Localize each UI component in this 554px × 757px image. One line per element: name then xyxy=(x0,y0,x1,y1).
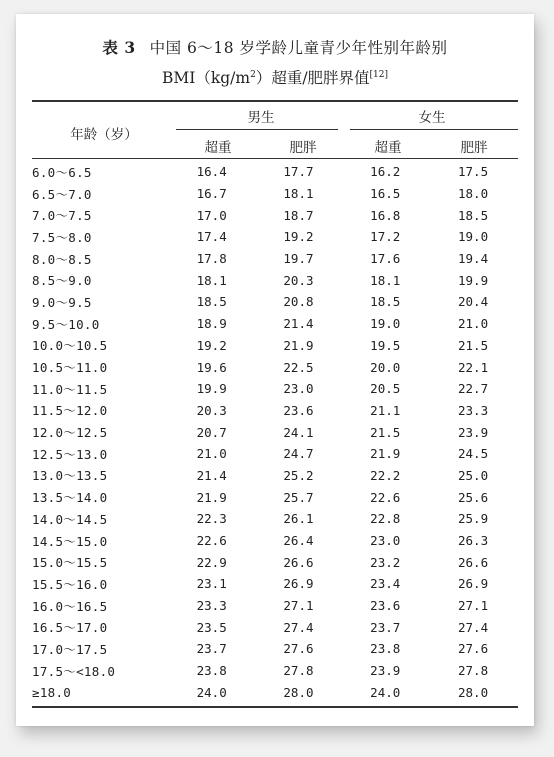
table-body xyxy=(32,161,518,703)
male-obese-cell: 20.3 xyxy=(283,272,314,288)
male-overweight-cell: 22.3 xyxy=(196,511,227,527)
age-cell: ≥18.0 xyxy=(32,684,72,700)
age-cell: 17.5～<18.0 xyxy=(32,663,116,679)
male-overweight-cell: 21.0 xyxy=(196,446,227,462)
table-row xyxy=(32,638,518,660)
header-male: 男生 xyxy=(247,110,275,126)
header-male-obese: 肥胖 xyxy=(289,140,317,156)
table-number: 表 3 xyxy=(102,38,136,57)
header-male-overweight: 超重 xyxy=(204,140,232,156)
table-row xyxy=(32,161,518,183)
male-obese-cell: 18.1 xyxy=(283,186,314,202)
table-row xyxy=(32,443,518,465)
table-row xyxy=(32,530,518,552)
female-overweight-cell: 22.8 xyxy=(370,511,401,527)
table-row xyxy=(32,660,518,682)
header-bottom-rule xyxy=(32,158,518,159)
male-overweight-cell: 21.4 xyxy=(196,467,227,483)
male-overweight-cell: 19.9 xyxy=(196,381,227,397)
male-obese-cell: 23.6 xyxy=(283,402,314,418)
header-female-obese: 肥胖 xyxy=(460,140,488,156)
female-overweight-cell: 18.1 xyxy=(370,272,401,288)
male-obese-cell: 26.1 xyxy=(283,511,314,527)
female-obese-cell: 23.9 xyxy=(458,424,489,440)
bottom-rule xyxy=(32,706,518,708)
male-overweight-cell: 16.7 xyxy=(196,186,227,202)
female-obese-cell: 24.5 xyxy=(458,446,489,462)
age-cell: 13.5～14.0 xyxy=(32,490,108,506)
male-obese-cell: 24.1 xyxy=(283,424,314,440)
male-overweight-cell: 23.5 xyxy=(196,619,227,635)
female-obese-cell: 17.5 xyxy=(458,164,489,180)
age-cell: 12.5～13.0 xyxy=(32,446,108,462)
age-cell: 15.5～16.0 xyxy=(32,576,108,592)
male-obese-cell: 24.7 xyxy=(283,446,314,462)
male-obese-cell: 21.9 xyxy=(283,337,314,353)
female-overweight-cell: 21.5 xyxy=(370,424,401,440)
female-overweight-cell: 19.5 xyxy=(370,337,401,353)
table-row xyxy=(32,551,518,573)
age-cell: 14.0～14.5 xyxy=(32,511,108,527)
top-rule xyxy=(32,100,518,102)
female-overweight-cell: 23.2 xyxy=(370,554,401,570)
female-overweight-cell: 17.2 xyxy=(370,229,401,245)
female-overweight-cell: 17.6 xyxy=(370,251,401,267)
male-obese-cell: 20.8 xyxy=(283,294,314,310)
male-overweight-cell: 18.1 xyxy=(196,272,227,288)
table-title xyxy=(16,36,534,58)
age-cell: 8.0～8.5 xyxy=(32,251,92,267)
header-age: 年龄（岁） xyxy=(70,127,138,143)
table-row xyxy=(32,183,518,205)
male-obese-cell: 23.0 xyxy=(283,381,314,397)
male-overweight-cell: 20.3 xyxy=(196,402,227,418)
female-obese-cell: 25.6 xyxy=(458,489,489,505)
table-row xyxy=(32,269,518,291)
header-female-overweight: 超重 xyxy=(374,140,402,156)
male-overweight-cell: 19.6 xyxy=(196,359,227,375)
age-cell: 13.0～13.5 xyxy=(32,468,108,484)
age-cell: 14.5～15.0 xyxy=(32,533,108,549)
female-overweight-cell: 20.5 xyxy=(370,381,401,397)
age-cell: 17.0～17.5 xyxy=(32,641,108,657)
reference-marker: [12] xyxy=(369,70,389,80)
female-overweight-cell: 22.2 xyxy=(370,467,401,483)
female-obese-cell: 27.1 xyxy=(458,598,489,614)
table-row xyxy=(32,226,518,248)
male-obese-cell: 26.4 xyxy=(283,533,314,549)
title-superscript: 2 xyxy=(250,70,256,80)
female-obese-cell: 22.1 xyxy=(458,359,489,375)
table-row xyxy=(32,421,518,443)
female-overweight-cell: 23.9 xyxy=(370,663,401,679)
female-overweight-cell: 16.5 xyxy=(370,186,401,202)
male-overweight-cell: 18.5 xyxy=(196,294,227,310)
table-row xyxy=(32,313,518,335)
male-obese-cell: 19.2 xyxy=(283,229,314,245)
female-overweight-cell: 18.5 xyxy=(370,294,401,310)
female-overweight-cell: 21.1 xyxy=(370,402,401,418)
male-overweight-cell: 16.4 xyxy=(196,164,227,180)
male-overweight-cell: 18.9 xyxy=(196,316,227,332)
male-overweight-cell: 17.0 xyxy=(196,207,227,223)
age-cell: 10.0～10.5 xyxy=(32,338,108,354)
age-cell: 6.0～6.5 xyxy=(32,164,92,180)
female-obese-cell: 19.4 xyxy=(458,251,489,267)
male-obese-cell: 27.6 xyxy=(283,641,314,657)
female-overweight-cell: 23.7 xyxy=(370,619,401,635)
title-line-1: 中国 6～18 岁学龄儿童青少年性别年龄别 xyxy=(149,39,448,57)
age-cell: 10.5～11.0 xyxy=(32,360,108,376)
male-obese-cell: 28.0 xyxy=(283,684,314,700)
female-obese-cell: 25.0 xyxy=(458,467,489,483)
male-overweight-cell: 23.1 xyxy=(196,576,227,592)
male-obese-cell: 25.7 xyxy=(283,489,314,505)
female-obese-cell: 21.0 xyxy=(458,316,489,332)
male-overweight-cell: 23.7 xyxy=(196,641,227,657)
male-overweight-cell: 20.7 xyxy=(196,424,227,440)
female-obese-cell: 26.3 xyxy=(458,533,489,549)
table-row xyxy=(32,291,518,313)
male-overweight-cell: 23.8 xyxy=(196,663,227,679)
female-overweight-cell: 23.8 xyxy=(370,641,401,657)
female-overweight-cell: 22.6 xyxy=(370,489,401,505)
table-row xyxy=(32,378,518,400)
age-cell: 16.5～17.0 xyxy=(32,620,108,636)
male-obese-cell: 25.2 xyxy=(283,467,314,483)
table-subtitle xyxy=(16,66,534,88)
male-obese-cell: 27.4 xyxy=(283,619,314,635)
table-row xyxy=(32,595,518,617)
male-overweight-cell: 23.3 xyxy=(196,598,227,614)
male-overweight-cell: 17.4 xyxy=(196,229,227,245)
age-cell: 7.5～8.0 xyxy=(32,229,92,245)
male-overweight-cell: 22.6 xyxy=(196,533,227,549)
female-obese-cell: 23.3 xyxy=(458,402,489,418)
male-obese-cell: 26.9 xyxy=(283,576,314,592)
table-row xyxy=(32,335,518,357)
age-cell: 9.5～10.0 xyxy=(32,316,100,332)
female-obese-cell: 27.4 xyxy=(458,619,489,635)
male-obese-cell: 22.5 xyxy=(283,359,314,375)
female-overweight-cell: 19.0 xyxy=(370,316,401,332)
male-obese-cell: 27.8 xyxy=(283,663,314,679)
age-cell: 7.0～7.5 xyxy=(32,208,92,224)
female-obese-cell: 28.0 xyxy=(458,684,489,700)
female-overweight-cell: 20.0 xyxy=(370,359,401,375)
table-row xyxy=(32,573,518,595)
female-overweight-cell: 23.4 xyxy=(370,576,401,592)
table-row xyxy=(32,248,518,270)
document-card xyxy=(16,14,534,726)
age-cell: 8.5～9.0 xyxy=(32,273,92,289)
female-overweight-cell: 16.8 xyxy=(370,207,401,223)
female-obese-cell: 18.5 xyxy=(458,207,489,223)
title-line-2-pre: BMI（kg/m xyxy=(161,69,251,87)
table-row xyxy=(32,204,518,226)
table-row xyxy=(32,465,518,487)
female-obese-cell: 22.7 xyxy=(458,381,489,397)
table-row xyxy=(32,508,518,530)
male-overweight-cell: 17.8 xyxy=(196,251,227,267)
male-group-rule xyxy=(176,129,338,130)
age-cell: 6.5～7.0 xyxy=(32,186,92,202)
title-line-2-post: ）超重/肥胖界值 xyxy=(255,69,370,87)
male-overweight-cell: 21.9 xyxy=(196,489,227,505)
header-female: 女生 xyxy=(418,110,446,126)
table-row xyxy=(32,616,518,638)
male-overweight-cell: 19.2 xyxy=(196,337,227,353)
bmi-table xyxy=(32,161,518,703)
female-obese-cell: 19.9 xyxy=(458,272,489,288)
male-overweight-cell: 22.9 xyxy=(196,554,227,570)
female-obese-cell: 18.0 xyxy=(458,186,489,202)
female-obese-cell: 26.6 xyxy=(458,554,489,570)
female-obese-cell: 19.0 xyxy=(458,229,489,245)
female-obese-cell: 27.8 xyxy=(458,663,489,679)
male-obese-cell: 19.7 xyxy=(283,251,314,267)
female-obese-cell: 21.5 xyxy=(458,337,489,353)
table-row xyxy=(32,682,518,704)
age-cell: 16.0～16.5 xyxy=(32,598,108,614)
age-cell: 11.0～11.5 xyxy=(32,381,108,397)
age-cell: 12.0～12.5 xyxy=(32,425,108,441)
female-obese-cell: 20.4 xyxy=(458,294,489,310)
table-row xyxy=(32,486,518,508)
male-obese-cell: 17.7 xyxy=(283,164,314,180)
female-group-rule xyxy=(350,129,518,130)
male-obese-cell: 18.7 xyxy=(283,207,314,223)
female-obese-cell: 25.9 xyxy=(458,511,489,527)
female-overweight-cell: 21.9 xyxy=(370,446,401,462)
female-overweight-cell: 24.0 xyxy=(370,684,401,700)
female-overweight-cell: 16.2 xyxy=(370,164,401,180)
female-overweight-cell: 23.0 xyxy=(370,533,401,549)
age-cell: 9.0～9.5 xyxy=(32,294,92,310)
table-row xyxy=(32,400,518,422)
male-obese-cell: 26.6 xyxy=(283,554,314,570)
male-obese-cell: 27.1 xyxy=(283,598,314,614)
female-overweight-cell: 23.6 xyxy=(370,598,401,614)
age-cell: 15.0～15.5 xyxy=(32,555,108,571)
female-obese-cell: 26.9 xyxy=(458,576,489,592)
age-cell: 11.5～12.0 xyxy=(32,403,108,419)
table-row xyxy=(32,356,518,378)
female-obese-cell: 27.6 xyxy=(458,641,489,657)
male-overweight-cell: 24.0 xyxy=(196,684,227,700)
male-obese-cell: 21.4 xyxy=(283,316,314,332)
